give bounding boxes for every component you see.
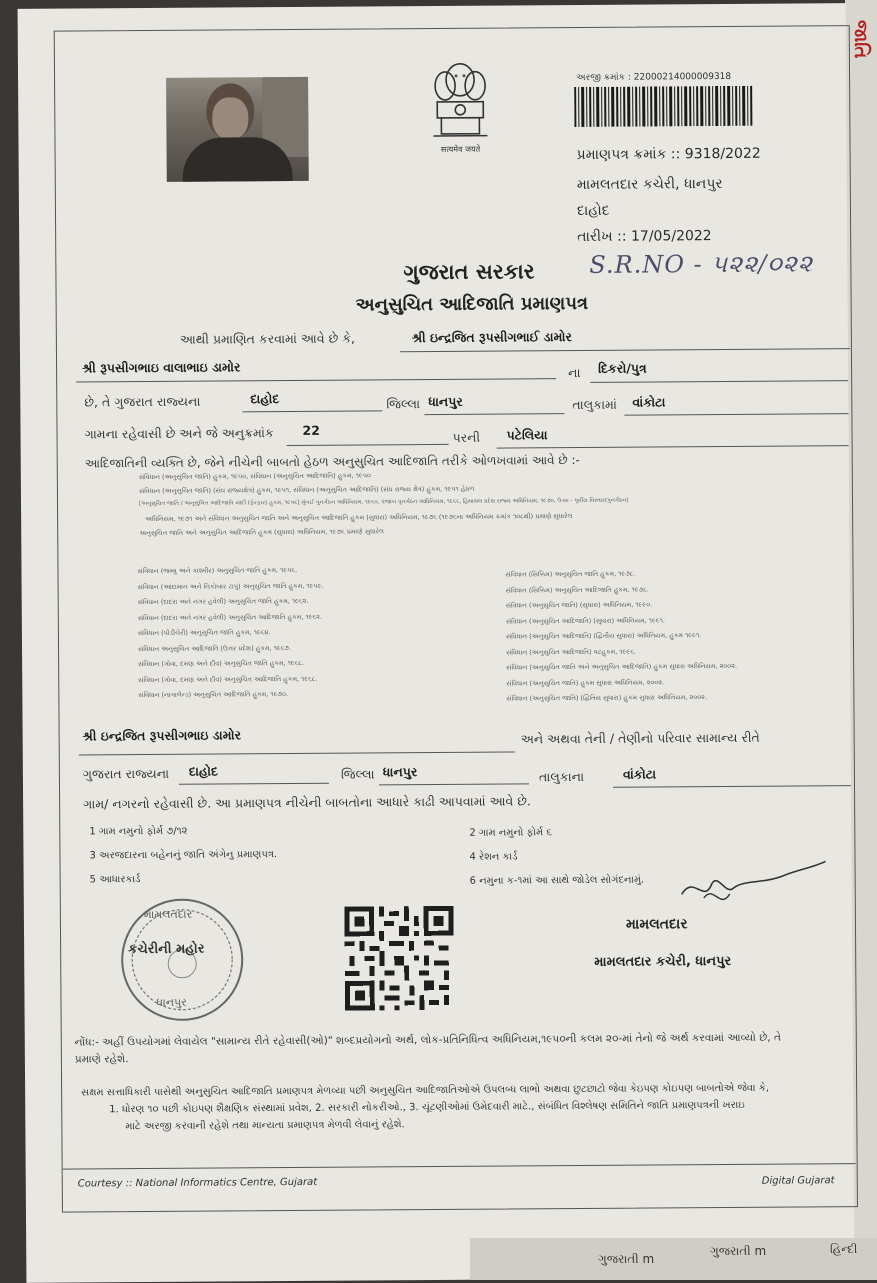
resident-text: ગામના રહેવાસી છે અને જે અનુક્રમાંક (84, 425, 274, 442)
order-item: સંવિધાન (સિક્કિમ) અનુસુચિત જાતિ હુકમ, ૧૯૭૮. (505, 569, 636, 579)
application-number: અરજી ક્રમાંક : 22000214000009318 (576, 71, 732, 84)
order-item: સંવિધાન (દાદરા અને નગર હવેલી) અનુસુચિત જાતિ હુકમ, ૧૯૬૨. (137, 596, 309, 607)
order-item: સંવિધાન (અનુસુચિત જાતિ) હુકમ સુધારા અધિનિયમ, ૨૦૦૨. (506, 677, 665, 688)
na-text: ના (568, 364, 581, 381)
fine-print-line: અધિનિયમ, ૧૯૭૧ અને સંવિધાન અનુસુચિત જાતિ અને અનુસુચિત આદિજાતિ હુકમ (સુધારા) અધિનિયમ, ૧૯૭૬ (૧૯૭૬ના અધિનિયમ ક્રમાંક ૧૦૮થી) પ્રમાણે સુધારેલ (145, 512, 573, 524)
footer-courtesy: Courtesy :: National Informatics Centre, Gujarat (77, 1176, 318, 1190)
second-district-value: દાહોદ (188, 763, 219, 779)
order-item: સંવિધાન (નાગાલેન્ડ) અનુસુચિત આદિજાતિ હુકમ, ૧૯૭૦. (138, 690, 288, 700)
order-item: સંવિધાન (અનુસુચિત જાતિ) (સુધારા) અધિનિયમ, ૧૯૯૦. (505, 600, 653, 610)
order-item: સંવિધાન અનુસુચિત આદિજાતિ (ઉત્તર પ્રદેશ) હુકમ, ૧૯૬૭. (138, 643, 292, 653)
document-item: 3 અરજદારના બહેનનું જાતિ અંગેનુ પ્રમાણપત્ર. (89, 849, 278, 862)
second-person-name: શ્રી ઇન્દ્રજિત રૂપસીગભાઇ ડામોર (82, 727, 242, 744)
national-emblem-icon (423, 58, 498, 157)
person-name: શ્રી ઇન્દ્રજિત રૂપસીગભાઈ ડામોર (411, 329, 573, 346)
order-item: સંવિધાન (જમ્મુ અને કાશ્મીર) અનુસુચિત જાતિ હુકમ, ૧૯૫૬. (137, 565, 298, 576)
strip-label: હિન્દી (830, 1242, 858, 1256)
par-text: પરની (452, 429, 481, 445)
second-taluka-label: તાલુકાના (538, 768, 585, 785)
certificate-number-label: પ્રમાણપત્ર ક્રમાંક (576, 146, 667, 164)
office-name: મામલતદાર કચેરી, ધાનપુર (576, 175, 723, 194)
date-label: તારીખ (577, 228, 613, 246)
district-label: જિલ્લા (386, 396, 421, 412)
instruction-line: સક્ષમ સત્તાધિકારી પાસેથી અનુસુચિત આદિજાતિ પ્રમાણપત્ર મેળવ્યા પછી અનુસુચિત આદિજાતિઓએ ઉપલબ્ધ લાભો અથવા છુટછાટો જેવા કેઇપણ કોઇપણ બાબતોએ જેવા કે, (81, 1082, 770, 1099)
qr-code (344, 906, 455, 1011)
certificate-number: :: 9318/2022 (670, 145, 761, 163)
date-value: :: 17/05/2022 (617, 228, 712, 245)
seal-text-middle: કચેરીની મહોર (128, 941, 205, 958)
fine-print-line: સંવિધાન (અનુસુચિત જાતિ) હુકમ, ૧૯૫૦, સંવિધાન (અનુસુચિત આદિજાતિ) હુકમ, ૧૯૫૦ (138, 471, 371, 482)
orders-left-column (137, 567, 324, 708)
note-label: નોંધ:- (74, 1036, 99, 1049)
instruction-line: 1. ધોરણ ૧૦ પછી કોઇપણ શૈક્ષણિક સંસ્થામાં પ્રવેશ, 2. સરકારી નોકરીઓ., 3. ચૂંટણીઓમાં ઉમેદવારી માટે., સંબંધિત વિશ્લેષણ સમિતિને જાતિ પ્રમાણપત્રની ખરાઇ (109, 1099, 745, 1116)
relation: દિકરો/પુત્ર (598, 360, 647, 376)
order-item: સંવિધાન (પોંડીચેરી) અનુસુચિત જાતિ હુકમ, ૧૯૬૪. (137, 628, 271, 638)
document-item: 1 ગામ નમુનો ફોર્મ ૭/૧૨ (89, 825, 188, 838)
order-item: સંવિધાન (દાદરા અને નગર હવેલી) અનુસુચિત આદિજાતિ હુકમ, ૧૯૬૨. (137, 612, 323, 622)
strip-label: ગુજરાતી m (598, 1252, 655, 1266)
order-item: સંવિધાન (અનુસુચિત આદિજાતિ) (સુધારા) અધિનિયમ, ૧૯૯૧. (505, 615, 665, 626)
note-text: અહીં ઉપયોગમાં લેવાયેલ "સામાન્ય રીતે રહેવાસી(ઓ)" શબ્દપ્રયોગનો અર્થ, લોક-પ્રતિનિધિત્વ અધિનિયમ,૧૯૫૦ની કલમ ૨૦-માં તેનો જે અર્થ કરવામાં આવ્યો છે, તે (102, 1031, 781, 1049)
order-item: સંવિધાન (સિક્કિમ) અનુસુચિત આદિજાતિ હુકમ, ૧૯૭૮. (505, 585, 649, 595)
document-item: 4 રેશન કાર્ડ (469, 851, 518, 863)
order-item: સંવિધાન (આંદામાન અને નિકોબાર ટાપુ) અનુસુચિત જાતિ હુકમ, ૧૯૫૯. (137, 581, 324, 591)
taluka-value: ધાનપુર (428, 393, 463, 410)
government-title: ગુજરાત સરકાર (403, 259, 535, 285)
order-item: સંવિધાન (અનુસુચિત જાતિ) (દ્વિતિય સુધારા) હુકમ સુધારા અધિનિયમ, ૨૦૦૨. (506, 693, 708, 703)
note-section (75, 1029, 855, 1068)
parent-name: શ્રી રૂપસીગભાઇ વાલાભાઇ ડામોર (82, 359, 241, 376)
second-taluka-value: ધાનપુર (382, 764, 418, 780)
strip-label: ગુજરાતી m (710, 1244, 767, 1258)
taluka-label: તાલુકામાં (572, 396, 617, 413)
district-name: દાહોદ (576, 202, 610, 220)
signature-icon (673, 853, 833, 914)
orders-right-column (506, 570, 738, 711)
order-item: સંવિધાન (અનુસુચિત આદિજાતિ) (દ્વિતીય સુધારા) અધિનિયમ, હુકમ ૧૯૯૧. (505, 631, 702, 641)
certificate-paper (18, 3, 858, 1283)
emblem-motto: सत्यमेव जयते (440, 144, 481, 154)
tribe-text: આદિજાતિની વ્યક્તિ છે, જેને નીચેની બાબતો હેઠળ અનુસુચિત આદિજાતિ તરીકે ઓળખવામાં આવે છે :- (84, 452, 580, 471)
document-item: 2 ગામ નમુનો ફોર્મ ૬ (469, 827, 553, 839)
serial-number: 22 (302, 422, 320, 438)
note-text-continued: પ્રમાણે રહેશે. (74, 1053, 129, 1066)
barcode (574, 86, 754, 127)
signatory-title: મામલતદાર (625, 916, 688, 933)
instruction-line: માટે અરજી કરવાની રહેશે તથા માન્યતા પ્રમાણપત્ર મેળવી લેવાનું રહેશે. (125, 1119, 405, 1133)
order-item: સંવિધાન (ગોવા, દમણ અને દીવ) અનુસુચિત જાતિ હુકમ, ૧૯૬૮. (138, 658, 305, 669)
signatory-office: મામલતદાર કચેરી, ધાનપુર (594, 953, 732, 970)
seal-text-top: મામલતદાર (143, 907, 193, 922)
fine-print-line: સંવિધાન (અનુસુચિત જાતિ) (સંઘ રાજ્યક્ષેત્ર) હુકમ, ૧૯૫૧, સંવિધાન (અનુસુચિત આદિજાતિ) (સંઘ રાજ્ય ક્ષેત્ર) હુકમ, ૧૯૫૧ હેઠળ (138, 484, 475, 496)
background-strip (470, 1238, 877, 1280)
seal-text-bottom: ધાનપુર (156, 995, 187, 1009)
instructions-section (81, 1079, 861, 1135)
second-state-text: ગુજરાત રાજ્યના (82, 765, 170, 782)
tribe-value: પટેલિયા (506, 427, 548, 443)
footer-digital-gujarat: Digital Gujarat (761, 1175, 835, 1187)
fine-print-line: [અનુસુચિત જાતિ / અનુસુચિત આદિજાતિ યાદી (ફેરફાર) હુકમ, ૧૯૫૬] મુંબઈ પુનર્ગઠન અધિનિયમ, ૧૯૬૦, પંજાબ પુનર્ગઠન અધિનિયમ, ૧૯૬૬, હિમાચલ પ્રદેશ રાજ્ય અધિનિયમ, ૧૯૭૦, ઉત્તર - પૂર્વીય વિસ્તાર(પુનર્ગઠન) (139, 497, 629, 508)
document-item: 5 આધારકાર્ડ (89, 874, 141, 886)
handwritten-reference: S.R.NO - ૫૨૨/૦૨૨ (589, 249, 814, 279)
certificate-number-row (577, 146, 761, 163)
village-value: વાંકોટા (632, 394, 666, 410)
background-edge-text: જાતિ (850, 20, 871, 59)
order-item: સંવિધાન (ગોવા, દમણ અને દીવ) અનુસુચિત આદિજાતિ હુકમ, ૧૯૬૮. (138, 674, 318, 684)
family-text: અને અથવા તેની / તેણીનો પરિવાર સામાન્ય રીતે (520, 729, 760, 747)
second-village-value: વાંકોટા (622, 766, 657, 782)
certify-text: આથી પ્રમાણિત કરવામાં આવે છે કે, (179, 330, 356, 347)
district-value: દાહોદ (250, 391, 280, 407)
document-item: 6 નમુના ક-૧માં આ સાથે જોડેલ સોગંદનામું. (469, 874, 645, 887)
basis-text: ગામ/ નગરનો રહેવાસી છે. આ પ્રમાણપત્ર નીચેની બાબતોના આધારે કાઢી આપવામાં આવે છે. (83, 793, 531, 812)
date-row (577, 228, 712, 245)
state-text: છે, તે ગુજરાત રાજ્યના (84, 393, 201, 410)
second-district-label: જિલ્લા (340, 766, 375, 782)
order-item: સંવિધાન (અનુસુચિત આદિજાતિ) વટહુકમ, ૧૯૯૬. (506, 647, 636, 657)
applicant-photo (166, 77, 309, 182)
order-item: સંવિધાન (અનુસુચિત જાતિ અને અનુસુચિત આદિજાતિ) હુકમ સુધારા અધિનિયમ, ૨૦૦૨. (506, 661, 738, 672)
fine-print-line: અનુસુચિત જાતિ અને અનુસુચિત આદિજાતિ હુકમ (સુધારા) અધિનિયમ, ૧૯૭૬ પ્રમાણે સુધારેલ (139, 527, 384, 538)
certificate-title: અનુસુચિત આદિજાતિ પ્રમાણપત્ર (355, 292, 589, 316)
